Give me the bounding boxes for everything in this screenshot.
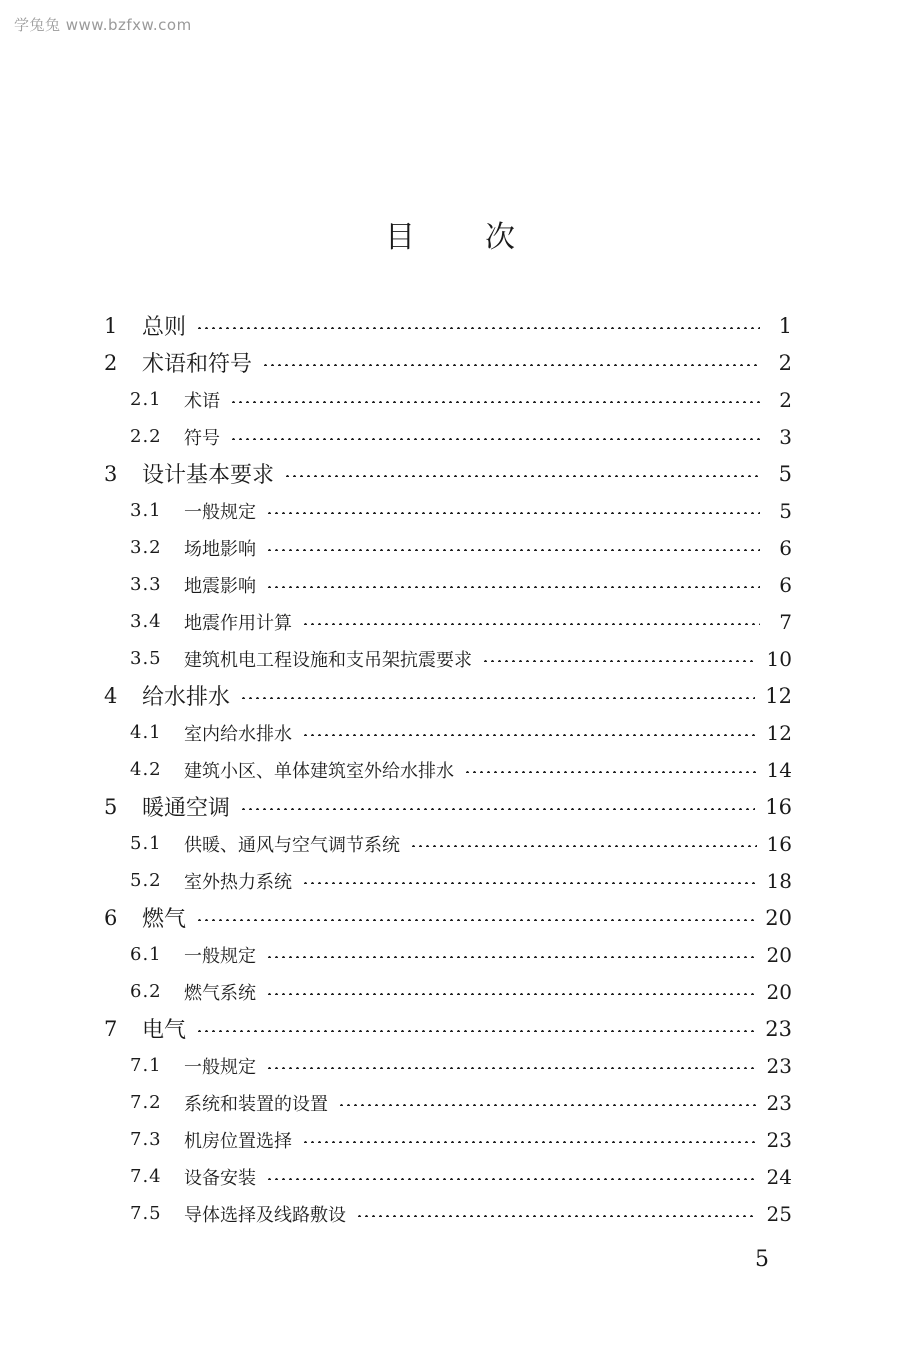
toc-entry-number: 3 [104, 461, 118, 486]
toc-entry-number: 4.2 [130, 759, 162, 780]
toc-entry-label: 一般规定 [184, 1056, 256, 1078]
toc-entry-page: 1 [778, 313, 792, 338]
toc-entry-page: 5 [779, 498, 792, 523]
toc-entry-number: 3.1 [130, 500, 162, 521]
toc-entry-label: 暖通空调 [142, 796, 231, 821]
toc-entry-number: 2.1 [130, 389, 162, 410]
toc-chapter-entry [104, 307, 792, 344]
toc-leader-dots [266, 549, 760, 551]
toc-leader-dots [230, 438, 760, 440]
toc-entry-label: 室内给水排水 [184, 723, 292, 745]
toc-chapter-entry [104, 788, 792, 825]
toc-entry-page: 20 [766, 942, 792, 967]
toc-entry-number: 2 [104, 350, 118, 375]
toc-leader-dots [196, 327, 760, 329]
page-title [0, 212, 900, 256]
toc-section-entry [104, 1121, 792, 1158]
toc-section-entry [104, 640, 792, 677]
title-char-1: 目 [385, 220, 415, 255]
toc-entry-number: 4.1 [130, 722, 162, 743]
toc-entry-label: 一般规定 [184, 501, 256, 523]
toc-leader-dots [266, 1178, 757, 1180]
toc-entry-label: 设备安装 [184, 1167, 256, 1189]
toc-entry-page: 6 [779, 535, 792, 560]
toc-entry-label: 电气 [142, 1018, 187, 1043]
toc-leader-dots [266, 993, 757, 995]
toc-section-entry [104, 566, 792, 603]
toc-leader-dots [302, 734, 757, 736]
toc-entry-page: 24 [766, 1164, 792, 1189]
toc-leader-dots [230, 401, 760, 403]
toc-entry-page: 12 [765, 683, 792, 708]
toc-entry-page: 23 [766, 1127, 792, 1152]
toc-section-entry [104, 418, 792, 455]
watermark-text: 学兔兔 www.bzfxw.com [14, 16, 192, 34]
toc-leader-dots [266, 956, 757, 958]
toc-chapter-entry [104, 1010, 792, 1047]
toc-entry-label: 一般规定 [184, 945, 256, 967]
toc-chapter-entry [104, 677, 792, 714]
title-char-2: 次 [485, 220, 515, 255]
toc-section-entry [104, 973, 792, 1010]
toc-entry-number: 7.5 [130, 1203, 162, 1224]
toc-entry-page: 23 [766, 1053, 792, 1078]
toc-entry-number: 5.1 [130, 833, 162, 854]
toc-section-entry [104, 1047, 792, 1084]
toc-section-entry [104, 714, 792, 751]
toc-leader-dots [196, 919, 755, 921]
toc-chapter-entry [104, 344, 792, 381]
toc-chapter-entry [104, 899, 792, 936]
toc-entry-page: 23 [766, 1090, 792, 1115]
toc-entry-label: 机房位置选择 [184, 1130, 292, 1152]
toc-entry-number: 3.3 [130, 574, 162, 595]
toc-leader-dots [410, 845, 757, 847]
toc-entry-page: 2 [779, 387, 792, 412]
toc-leader-dots [266, 586, 760, 588]
toc-section-entry [104, 603, 792, 640]
toc-entry-label: 室外热力系统 [184, 871, 292, 893]
toc-entry-label: 建筑机电工程设施和支吊架抗震要求 [184, 649, 472, 671]
toc-section-entry [104, 825, 792, 862]
toc-entry-label: 场地影响 [184, 538, 256, 560]
toc-entry-label: 导体选择及线路敷设 [184, 1204, 346, 1226]
toc-entry-number: 6 [104, 905, 118, 930]
toc-entry-page: 7 [779, 609, 792, 634]
toc-entry-number: 3.4 [130, 611, 162, 632]
toc-entry-label: 建筑小区、单体建筑室外给水排水 [184, 760, 454, 782]
toc-entry-page: 16 [765, 794, 792, 819]
toc-section-entry [104, 492, 792, 529]
toc-leader-dots [302, 1141, 757, 1143]
toc-entry-number: 6.1 [130, 944, 162, 965]
toc-entry-label: 总则 [142, 315, 187, 340]
toc-leader-dots [464, 771, 757, 773]
toc-section-entry [104, 529, 792, 566]
toc-entry-number: 5.2 [130, 870, 162, 891]
toc-entry-page: 6 [779, 572, 792, 597]
toc-section-entry [104, 936, 792, 973]
toc-leader-dots [302, 882, 757, 884]
toc-entry-number: 7.2 [130, 1092, 162, 1113]
toc-entry-number: 1 [104, 313, 118, 338]
toc-entry-number: 5 [104, 794, 118, 819]
toc-leader-dots [482, 660, 757, 662]
footer-page-number: 5 [755, 1247, 769, 1272]
toc-entry-label: 术语 [184, 390, 220, 412]
toc-entry-label: 供暖、通风与空气调节系统 [184, 834, 400, 856]
toc-entry-label: 燃气 [142, 907, 187, 932]
toc-leader-dots [302, 623, 760, 625]
toc-entry-page: 25 [766, 1201, 792, 1226]
toc-entry-label: 符号 [184, 427, 220, 449]
toc-entry-number: 7.4 [130, 1166, 162, 1187]
toc-entry-number: 4 [104, 683, 118, 708]
toc-entry-page: 3 [779, 424, 792, 449]
toc-entry-number: 6.2 [130, 981, 162, 1002]
toc-section-entry [104, 1084, 792, 1121]
toc-section-entry [104, 381, 792, 418]
toc-entry-number: 7.1 [130, 1055, 162, 1076]
toc-entry-label: 给水排水 [142, 685, 231, 710]
toc-leader-dots [240, 697, 755, 699]
toc-section-entry [104, 751, 792, 788]
toc-entry-page: 23 [765, 1016, 792, 1041]
toc-section-entry [104, 1195, 792, 1232]
toc-entry-number: 7.3 [130, 1129, 162, 1150]
toc-entry-page: 18 [766, 868, 792, 893]
toc-entry-page: 20 [765, 905, 792, 930]
toc-entry-number: 7 [104, 1016, 118, 1041]
toc-entry-label: 术语和符号 [142, 352, 253, 377]
toc-section-entry [104, 862, 792, 899]
toc-entry-page: 12 [766, 720, 792, 745]
toc-leader-dots [240, 808, 755, 810]
toc-entry-page: 14 [766, 757, 792, 782]
toc-entry-page: 20 [766, 979, 792, 1004]
toc-entry-page: 2 [778, 350, 792, 375]
toc-entry-label: 燃气系统 [184, 982, 256, 1004]
toc-chapter-entry [104, 455, 792, 492]
toc-leader-dots [196, 1030, 755, 1032]
table-of-contents [104, 307, 792, 1232]
toc-entry-page: 10 [766, 646, 792, 671]
toc-section-entry [104, 1158, 792, 1195]
toc-entry-label: 系统和装置的设置 [184, 1093, 328, 1115]
toc-leader-dots [266, 1067, 757, 1069]
toc-entry-page: 16 [766, 831, 792, 856]
toc-entry-number: 3.2 [130, 537, 162, 558]
toc-leader-dots [262, 364, 760, 366]
toc-leader-dots [284, 475, 760, 477]
toc-entry-label: 设计基本要求 [142, 463, 275, 488]
toc-leader-dots [356, 1215, 757, 1217]
toc-leader-dots [338, 1104, 757, 1106]
toc-entry-label: 地震影响 [184, 575, 256, 597]
toc-entry-label: 地震作用计算 [184, 612, 292, 634]
toc-entry-page: 5 [778, 461, 792, 486]
toc-entry-number: 3.5 [130, 648, 162, 669]
toc-entry-number: 2.2 [130, 426, 162, 447]
toc-leader-dots [266, 512, 760, 514]
